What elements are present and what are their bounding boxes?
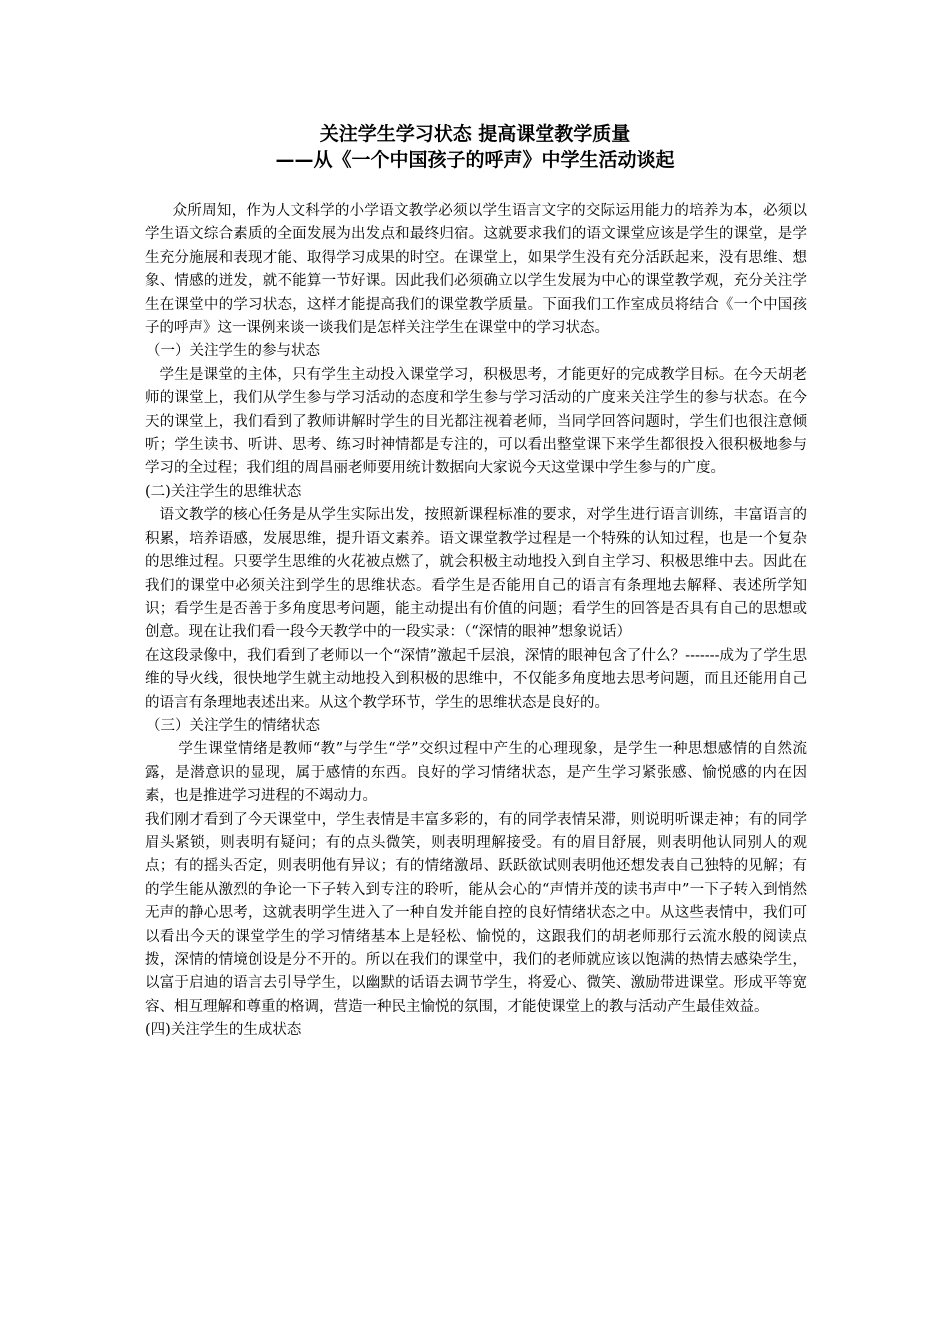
emotion-paragraph: 学生课堂情绪是教师“教”与学生“学”交织过程中产生的心理现象，是学生一种思想感情的自然流露，是潜意识的显现，属于感情的东西。良好的学习情绪状态，是产生学习紧张感、愉悦感的内在因素，也是推进学习进程的不竭动力。 [145, 741, 807, 805]
intro-paragraph: 众所周知，作为人文科学的小学语文教学必须以学生语言文字的交际运用能力的培养为本，必须以学生语文综合素质的全面发展为出发点和最终归宿。这就要求我们的语文课堂应该是学生的课堂，是学生充分施展和表现才能、取得学习成果的时空。在课堂上，如果学生没有充分活跃起来，没有思维、想象、情感的迸发，就不能算一节好课。因此我们必须确立以学生发展为中心的课堂教学观，充分关注学生在课堂中的学习状态，这样才能提高我们的课堂教学质量。下面我们工作室成员将结合《一个中国孩子的呼声》这一课例来谈一谈我们是怎样关注学生在课堂中的学习状态。 [145, 203, 807, 337]
participation-paragraph: 学生是课堂的主体，只有学生主动投入课堂学习，积极思考，才能更好的完成教学目标。在今天胡老师的课堂上，我们从学生参与学习活动的态度和学生参与学习活动的广度来关注学生的参与状态。在今天的课堂上，我们看到了教师讲解时学生的目光都注视着老师，当同学回答问题时，学生们也很注意倾听；学生读书、听讲、思考、练习时神情都是专注的，可以看出整堂课下来学生都很投入很积极地参与学习的全过程；我们组的周昌丽老师要用统计数据向大家说今天这堂课中学生参与的广度。 [145, 366, 807, 477]
section-heading-emotion: （三）关注学生的情绪状态 [146, 717, 320, 734]
emotion-observation-paragraph: 我们刚才看到了今天课堂中，学生表情是丰富多彩的，有的同学表情呆滞，则说明听课走神；有的同学眉头紧锁，则表明有疑问；有的点头微笑，则表明理解接受。有的眉目舒展，则表明他认同别人的观点；有的摇头否定，则表明他有异议；有的情绪激昂、跃跃欲试则表明他还想发表自己独特的见解；有的学生能从激烈的争论一下子转入到专注的聆听，能从会心的“声情并茂的读书声中”一下子转入到悄然无声的静心思考，这就表明学生进入了一种自发并能自控的良好情绪状态之中。从这些表情中，我们可以看出今天的课堂学生的学习情绪基本上是轻松、愉悦的，这跟我们的胡老师那行云流水般的阅读点拨，深情的情境创设是分不开的。所以在我们的课堂中，我们的老师就应该以饱满的热情去感染学生，以富于启迪的语言去引导学生，以幽默的话语去调节学生，将爱心、微笑、激励带进课堂。形成平等宽容、相互理解和尊重的格调，营造一种民主愉悦的氛围，才能使课堂上的教与活动产生最佳效益。 [145, 811, 807, 1015]
thinking-video-paragraph: 在这段录像中，我们看到了老师以一个“深情”激起千层浪，深情的眼神包含了什么？-------成为了学生思维的导火线，很快地学生就主动地投入到积极的思维中，不仅能多角度地去思考问题，而且还能用自己的语言有条理地表述出来。从这个教学环节，学生的思维状态是良好的。 [145, 647, 807, 711]
document-title: 关注学生学习状态 提高课堂教学质量 [319, 123, 631, 145]
section-heading-participation: （一）关注学生的参与状态 [146, 343, 320, 360]
thinking-paragraph: 语文教学的核心任务是从学生实际出发，按照新课程标准的要求，对学生进行语言训练，丰富语言的积累，培养语感，发展思维，提升语文素养。语文课堂教学过程是一个特殊的认知过程，也是一个复杂的思维过程。只要学生思维的火花被点燃了，就会积极主动地投入到自主学习、积极思维中去。因此在我们的课堂中必须关注到学生的思维状态。看学生是否能用自己的语言有条理地去解释、表述所学知识；看学生是否善于多角度思考问题，能主动提出有价值的问题；看学生的回答是否具有自己的思想或创意。现在让我们看一段今天教学中的一段实录：（“深情的眼神”想象说话） [145, 507, 807, 641]
section-heading-thinking: (二)关注学生的思维状态 [145, 483, 302, 500]
document-subtitle: ——从《一个中国孩子的呼声》中学生活动谈起 [275, 149, 675, 171]
section-heading-generation: (四)关注学生的生成状态 [145, 1022, 302, 1039]
document-body [145, 200, 807, 1043]
